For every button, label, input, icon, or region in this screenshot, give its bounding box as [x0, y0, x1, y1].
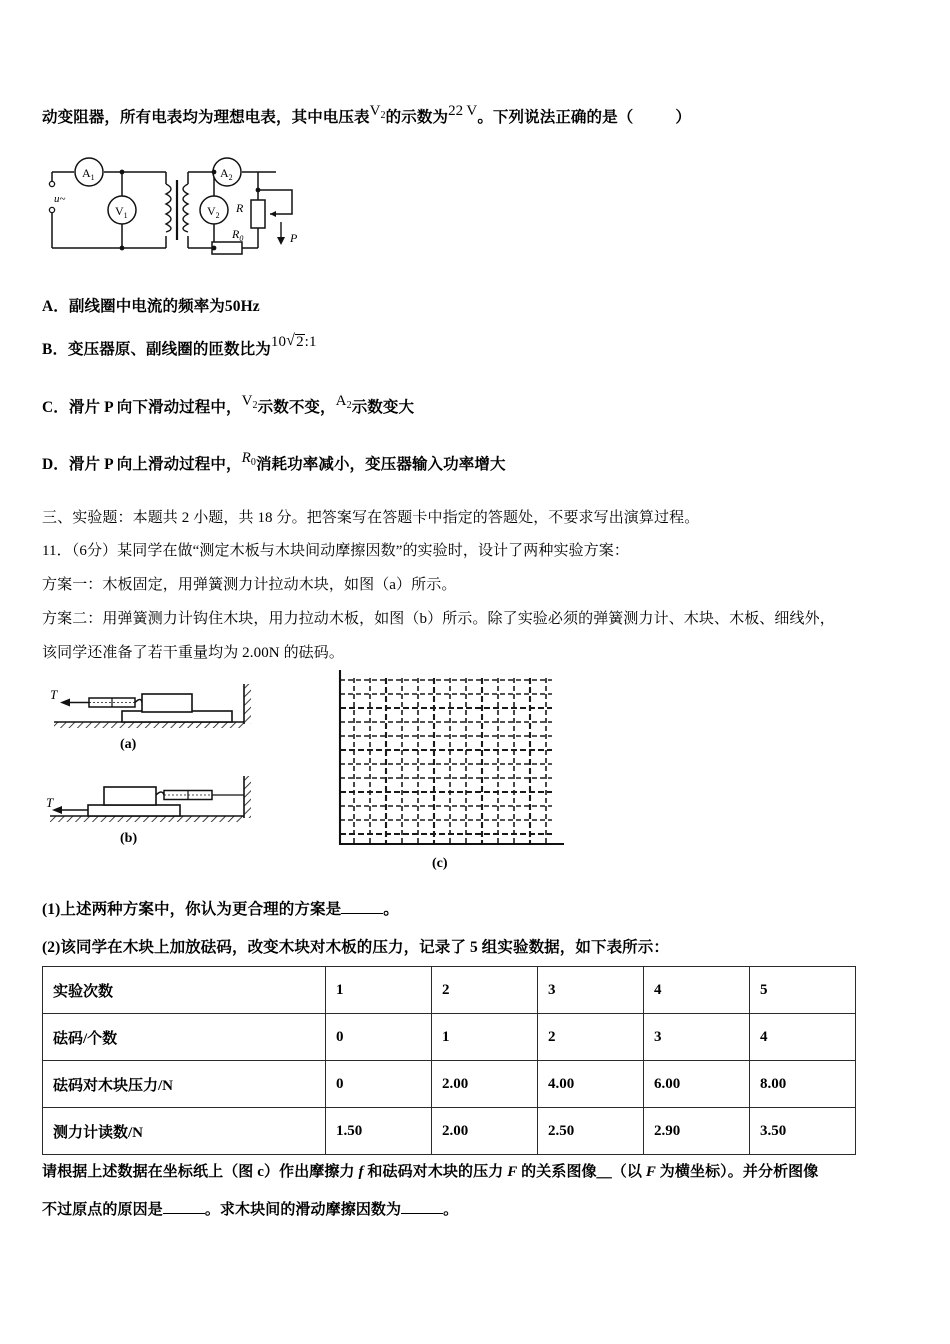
- question11-plan2-line1: 方案二：用弹簧测力计钩住木块，用力拉动木板，如图（b）所示。除了实验必须的弹簧测力计、木块、木板、细线外，: [42, 611, 835, 627]
- tension-label-b: T: [46, 795, 54, 810]
- question11-plan2-line2: 该同学还准备了若干重量均为 2.00N 的砝码。: [42, 645, 344, 661]
- cell: 3: [538, 967, 644, 1014]
- cell: 2.00: [432, 1108, 538, 1155]
- resistor-R0: [212, 242, 242, 254]
- option-d-text-pre: 滑片 P 向上滑动过程中，: [68, 456, 242, 473]
- figure-a: [50, 684, 251, 752]
- friction-experiment-figures: [44, 676, 294, 866]
- option-c-text-post: 示数变大: [351, 399, 415, 416]
- option-b-math: 10 √ 2:1: [271, 332, 317, 352]
- symbol-f: f: [358, 1164, 364, 1180]
- section-3-heading: 三、实验题：本题共 2 小题，共 18 分。把答案写在答题卡中指定的答题处，不要求写出演算过程。: [42, 510, 700, 526]
- cell: 2: [538, 1014, 644, 1061]
- q10-stem-part4: ）: [675, 109, 691, 126]
- option-d-text-post: 消耗功率减小，变压器输入功率增大: [255, 456, 506, 473]
- option-d-label: D．: [42, 456, 69, 473]
- slider-P-label: P: [290, 231, 298, 245]
- question11-sub2: (2)该同学在木块上加放砝码，改变木块对木板的压力，记录了 5 组实验数据，如下表所示：: [42, 939, 669, 956]
- experiment-data-table: [42, 966, 856, 1155]
- question11-sub1: [42, 900, 399, 920]
- table-row: [43, 967, 856, 1014]
- resistor-R0-label: $R_0$: [232, 227, 244, 243]
- q10-stem-value: 22 V: [448, 103, 478, 119]
- option-c-text-pre: 滑片 P 向下滑动过程中，: [68, 399, 242, 416]
- cell: 2.00: [432, 1061, 538, 1108]
- wood-block-a: [142, 694, 192, 712]
- cell: 2.50: [538, 1108, 644, 1155]
- closing-blank-2[interactable]: [401, 1200, 443, 1214]
- option-a-text: 副线圈中电流的频率为50Hz: [68, 298, 260, 315]
- question11-closing-line2: [42, 1200, 458, 1220]
- cell: 1: [432, 1014, 538, 1061]
- option-c-text-mid: 示数不变，: [257, 399, 336, 416]
- row-label: 实验次数: [43, 967, 326, 1014]
- option-c-symbol-a2: $A_2$: [335, 393, 352, 411]
- symbol-F: F: [507, 1164, 518, 1180]
- cell: 3.50: [750, 1108, 856, 1155]
- rheostat-R-label: R: [236, 201, 244, 215]
- option-d-symbol-r0: $R_0$: [241, 450, 256, 468]
- option-b-text: 变压器原、副线圈的匝数比为: [68, 341, 271, 358]
- cell: 2.90: [644, 1108, 750, 1155]
- slider-arrow: [270, 211, 276, 217]
- option-c-symbol-v2: $V_2$: [241, 393, 258, 411]
- cell: 4: [644, 967, 750, 1014]
- table-row: [43, 1014, 856, 1061]
- cell: 1: [326, 967, 432, 1014]
- rheostat-R: [251, 200, 265, 228]
- cell: 6.00: [644, 1061, 750, 1108]
- q10-stem-part1: 动变阻器，所有电表均为理想电表，其中电压表: [42, 109, 370, 126]
- question10-stem: [42, 103, 691, 130]
- closing-line2-b: 。求木块间的滑动摩擦因数为: [204, 1202, 402, 1218]
- symbol-F-2: F: [645, 1164, 656, 1180]
- figures-ab-svg: [44, 676, 294, 861]
- cell: 0: [326, 1061, 432, 1108]
- cell: 4.00: [538, 1061, 644, 1108]
- question11-plan1: 方案一：木板固定，用弹簧测力计拉动木块，如图（a）所示。: [42, 577, 457, 593]
- option-b-label: B．: [42, 341, 69, 358]
- cell: 8.00: [750, 1061, 856, 1108]
- sub1-prefix: (1)上述两种方案中，你认为更合理的方案是: [42, 901, 342, 918]
- option-d: [42, 450, 506, 477]
- closing-blank-1[interactable]: [163, 1200, 205, 1214]
- option-c: [42, 393, 415, 420]
- cell: 3: [644, 1014, 750, 1061]
- cell: 5: [750, 967, 856, 1014]
- option-c-label: C．: [42, 399, 69, 416]
- closing-line2-c: 。: [443, 1202, 459, 1218]
- option-a-label: A．: [42, 298, 69, 315]
- figure-b-caption: (b): [120, 831, 138, 846]
- closing-d: 为横坐标）。并分析图像: [655, 1164, 819, 1180]
- ammeter-a2-label: $A_2$: [220, 166, 233, 182]
- figure-b: [46, 776, 251, 846]
- closing-c: 的关系图像＿（以: [517, 1164, 646, 1180]
- hook-b: [156, 792, 164, 795]
- question11-stem: 11．（6分）某同学在做“测定木板与木块间动摩擦因数”的实验时，设计了两种实验方案：: [42, 543, 629, 559]
- voltmeter-v1-label: $V_1$: [115, 204, 128, 220]
- source-label: u~: [54, 193, 66, 205]
- figure-c-caption: (c): [432, 856, 448, 871]
- q10-stem-voltmeter-symbol: $V_2$: [369, 103, 386, 121]
- transformer-circuit-figure: [44, 150, 304, 273]
- question11-closing-line1: [42, 1162, 818, 1182]
- closing-a: 请根据上述数据在坐标纸上（图 c）作出摩擦力: [42, 1164, 359, 1180]
- cell: 1.50: [326, 1108, 432, 1155]
- cell: 4: [750, 1014, 856, 1061]
- slider-P-arrow: [277, 222, 285, 245]
- tension-label-a: T: [50, 687, 58, 702]
- sub1-answer-blank[interactable]: [341, 900, 383, 914]
- wood-board-b: [88, 805, 180, 816]
- figure-a-caption: (a): [120, 737, 137, 752]
- row-label: 砝码对木块压力/N: [43, 1061, 326, 1108]
- option-b: [42, 334, 317, 360]
- closing-b: 和砝码对木块的压力: [363, 1164, 508, 1180]
- ammeter-a1-label: $A_1$: [82, 166, 95, 182]
- wood-block-b: [104, 787, 156, 805]
- grid-lines: [340, 678, 552, 844]
- row-label: 测力计读数/N: [43, 1108, 326, 1155]
- option-a: [42, 297, 260, 317]
- sub1-suffix: 。: [383, 901, 399, 918]
- q10-stem-part2: 的示数为: [385, 109, 449, 126]
- coordinate-grid-figure: [328, 668, 568, 883]
- hook-a: [135, 700, 142, 703]
- closing-line2-a: 不过原点的原因是: [42, 1202, 163, 1218]
- cell: 0: [326, 1014, 432, 1061]
- q10-stem-part3: 。下列说法正确的是（: [477, 109, 634, 126]
- row-label: 砝码/个数: [43, 1014, 326, 1061]
- circuit-svg: [44, 150, 304, 268]
- cell: 2: [432, 967, 538, 1014]
- grid-svg: [328, 668, 568, 878]
- voltmeter-v2-label: $V_2$: [207, 204, 220, 220]
- table-row: [43, 1061, 856, 1108]
- table-row: [43, 1108, 856, 1155]
